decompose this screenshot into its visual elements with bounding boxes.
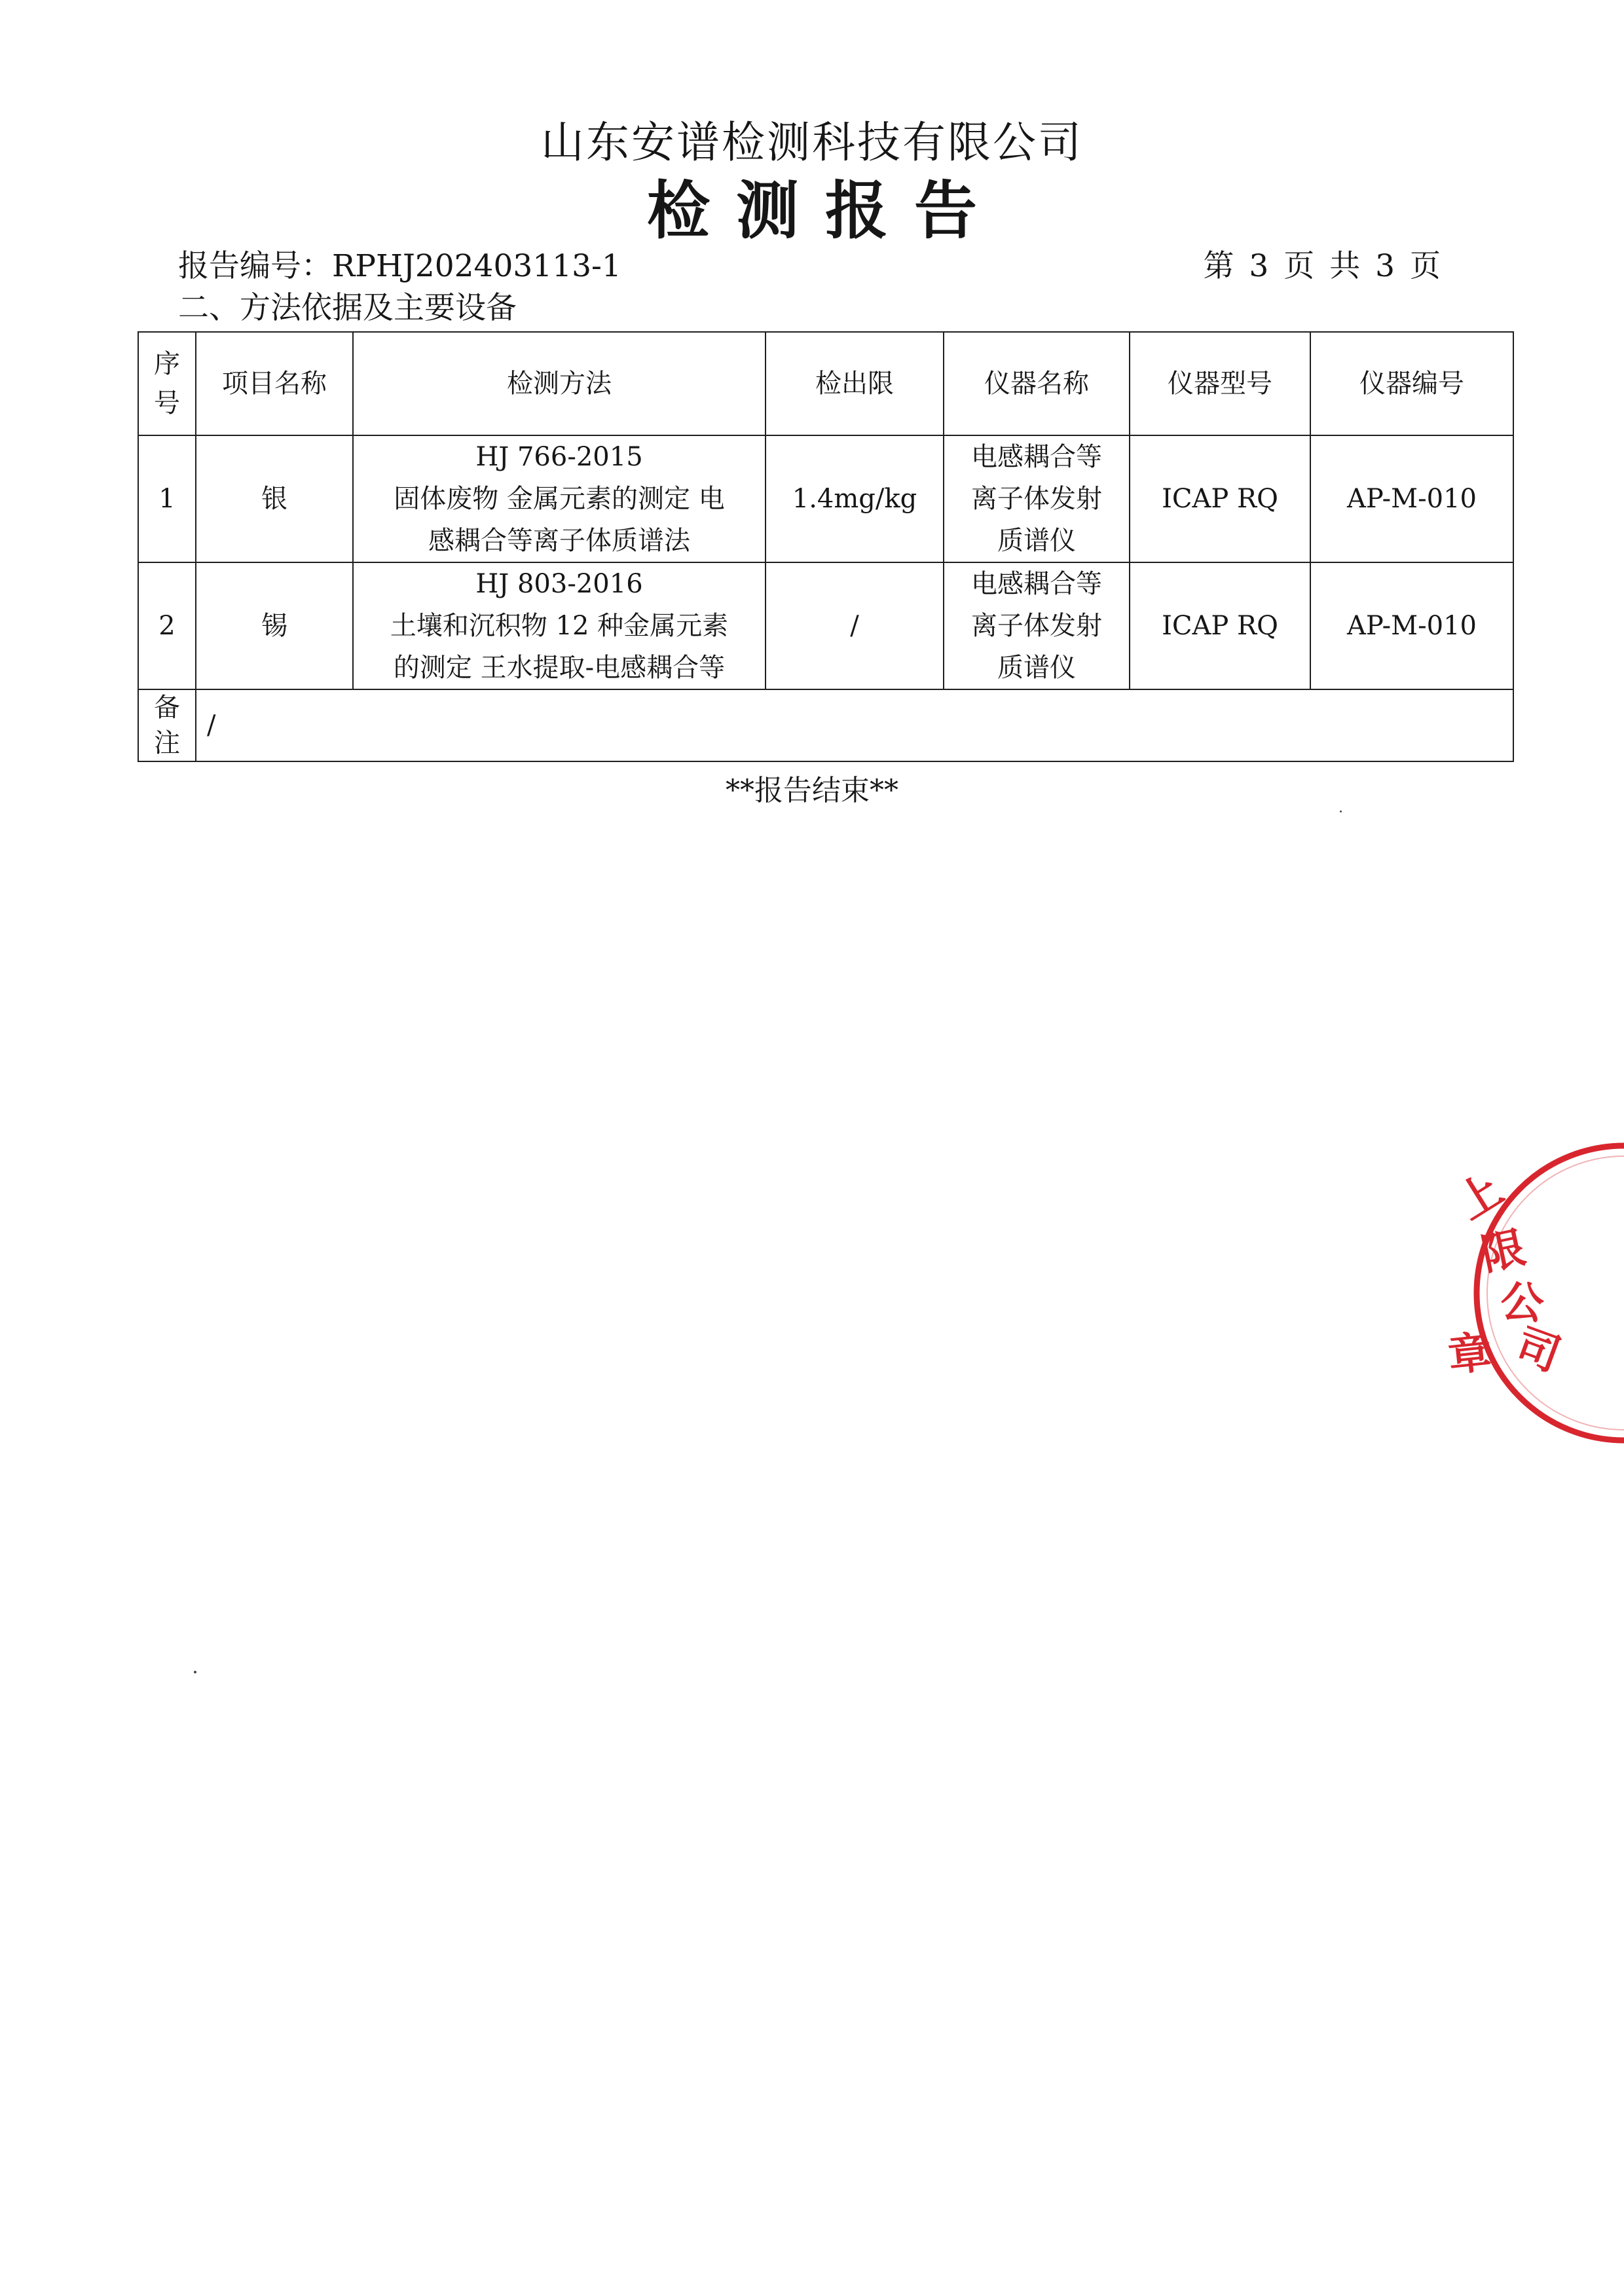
page-number: 第 3 页 共 3 页 (1203, 248, 1443, 284)
row-seq: 1 (138, 435, 196, 562)
method-equipment-table (138, 331, 1514, 762)
section-title: 二、方法依据及主要设备 (178, 290, 517, 326)
report-number: 报告编号：RPHJ202403113-1 (178, 248, 621, 284)
header-method: 检测方法 (353, 332, 766, 435)
row-instrument-no: AP-M-010 (1310, 435, 1513, 562)
remark-row (138, 689, 1513, 761)
row-method: HJ 766-2015 固体废物 金属元素的测定 电 感耦合等离子体质谱法 (353, 435, 766, 562)
header-instrument-model: 仪器型号 (1130, 332, 1310, 435)
row-limit: / (766, 562, 944, 689)
scan-speck (194, 1671, 196, 1673)
table-row (138, 435, 1513, 562)
header-item: 项目名称 (196, 332, 353, 435)
svg-text:公: 公 (1498, 1275, 1546, 1330)
row-item: 锡 (196, 562, 353, 689)
svg-text:上: 上 (1448, 1163, 1512, 1230)
svg-text:限: 限 (1477, 1221, 1530, 1281)
remark-label: 备 注 (138, 689, 196, 761)
header-limit: 检出限 (766, 332, 944, 435)
row-model: ICAP RQ (1130, 435, 1310, 562)
company-name: 山东安谱检测科技有限公司 (541, 117, 1083, 168)
table-header-row (138, 332, 1513, 435)
remark-text: / (196, 689, 1513, 761)
scan-speck (1340, 811, 1342, 812)
header-seq: 序 号 (138, 332, 196, 435)
row-instrument-name: 电感耦合等 离子体发射 质谱仪 (944, 435, 1130, 562)
table-row (138, 562, 1513, 689)
company-seal-stamp (1408, 1139, 1624, 1447)
header-instrument-name: 仪器名称 (944, 332, 1130, 435)
report-title: 检测报告 (647, 173, 1003, 247)
row-model: ICAP RQ (1130, 562, 1310, 689)
row-instrument-name: 电感耦合等 离子体发射 质谱仪 (944, 562, 1130, 689)
row-instrument-no: AP-M-010 (1310, 562, 1513, 689)
header-instrument-no: 仪器编号 (1310, 332, 1513, 435)
report-end-mark: **报告结束** (726, 774, 898, 807)
svg-text:司: 司 (1509, 1318, 1568, 1381)
row-seq: 2 (138, 562, 196, 689)
svg-text:章: 章 (1445, 1326, 1494, 1381)
row-limit: 1.4mg/kg (766, 435, 944, 562)
row-item: 银 (196, 435, 353, 562)
row-method: HJ 803-2016 土壤和沉积物 12 种金属元素 的测定 王水提取-电感耦合等 (353, 562, 766, 689)
